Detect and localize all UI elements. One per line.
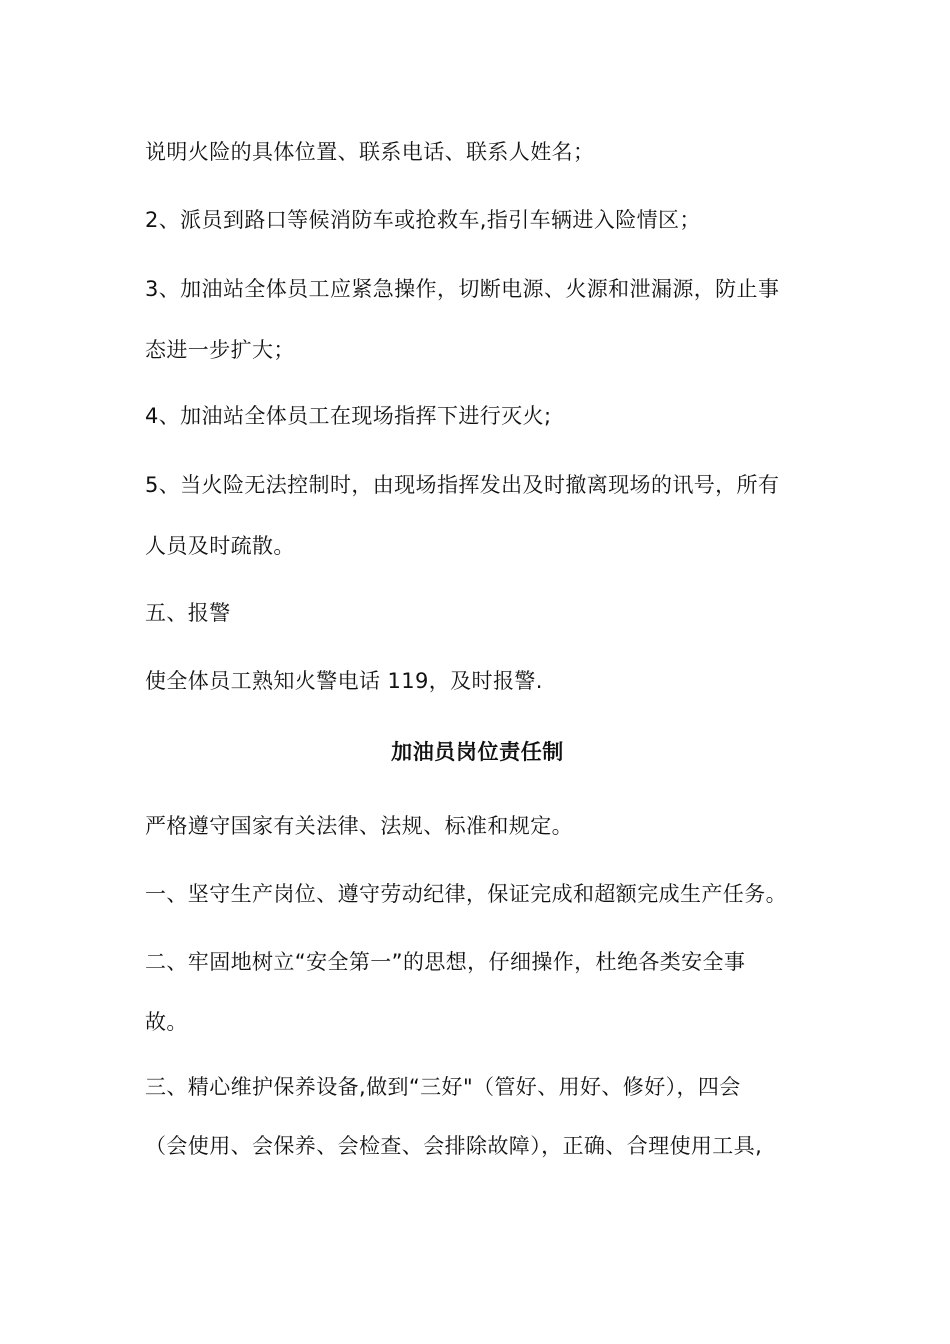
paragraph-line: 故。: [145, 1010, 188, 1034]
paragraph-line: 一、坚守生产岗位、遵守劳动纪律，保证完成和超额完成生产任务。: [145, 882, 787, 906]
paragraph-line: 2、派员到路口等候消防车或抢救车,指引车辆进入险情区；: [145, 208, 701, 232]
paragraph-line: 5、当火险无法控制时，由现场指挥发出及时撤离现场的讯号，所有: [145, 473, 780, 497]
paragraph-line: 二、牢固地树立“安全第一”的思想，仔细操作，杜绝各类安全事: [145, 950, 746, 974]
paragraph-line: 说明火险的具体位置、联系电话、联系人姓名；: [145, 140, 595, 164]
paragraph-line: 三、精心维护保养设备,做到“三好"（管好、用好、修好），四会: [145, 1075, 741, 1099]
paragraph-line: 4、加油站全体员工在现场指挥下进行灭火;: [145, 404, 552, 428]
paragraph-line: 人员及时疏散。: [145, 534, 295, 558]
section-title: 加油员岗位责任制: [391, 740, 564, 764]
paragraph-line: 3、加油站全体员工应紧急操作，切断电源、火源和泄漏源，防止事: [145, 277, 780, 301]
section-heading: 五、报警: [145, 601, 231, 625]
paragraph-line: （会使用、会保养、会检查、会排除故障），正确、合理使用工具,: [145, 1134, 763, 1158]
paragraph-line: 使全体员工熟知火警电话 119，及时报警.: [145, 669, 543, 693]
paragraph-line: 态进一步扩大；: [145, 338, 295, 362]
paragraph-line: 严格遵守国家有关法律、法规、标准和规定。: [145, 814, 573, 838]
